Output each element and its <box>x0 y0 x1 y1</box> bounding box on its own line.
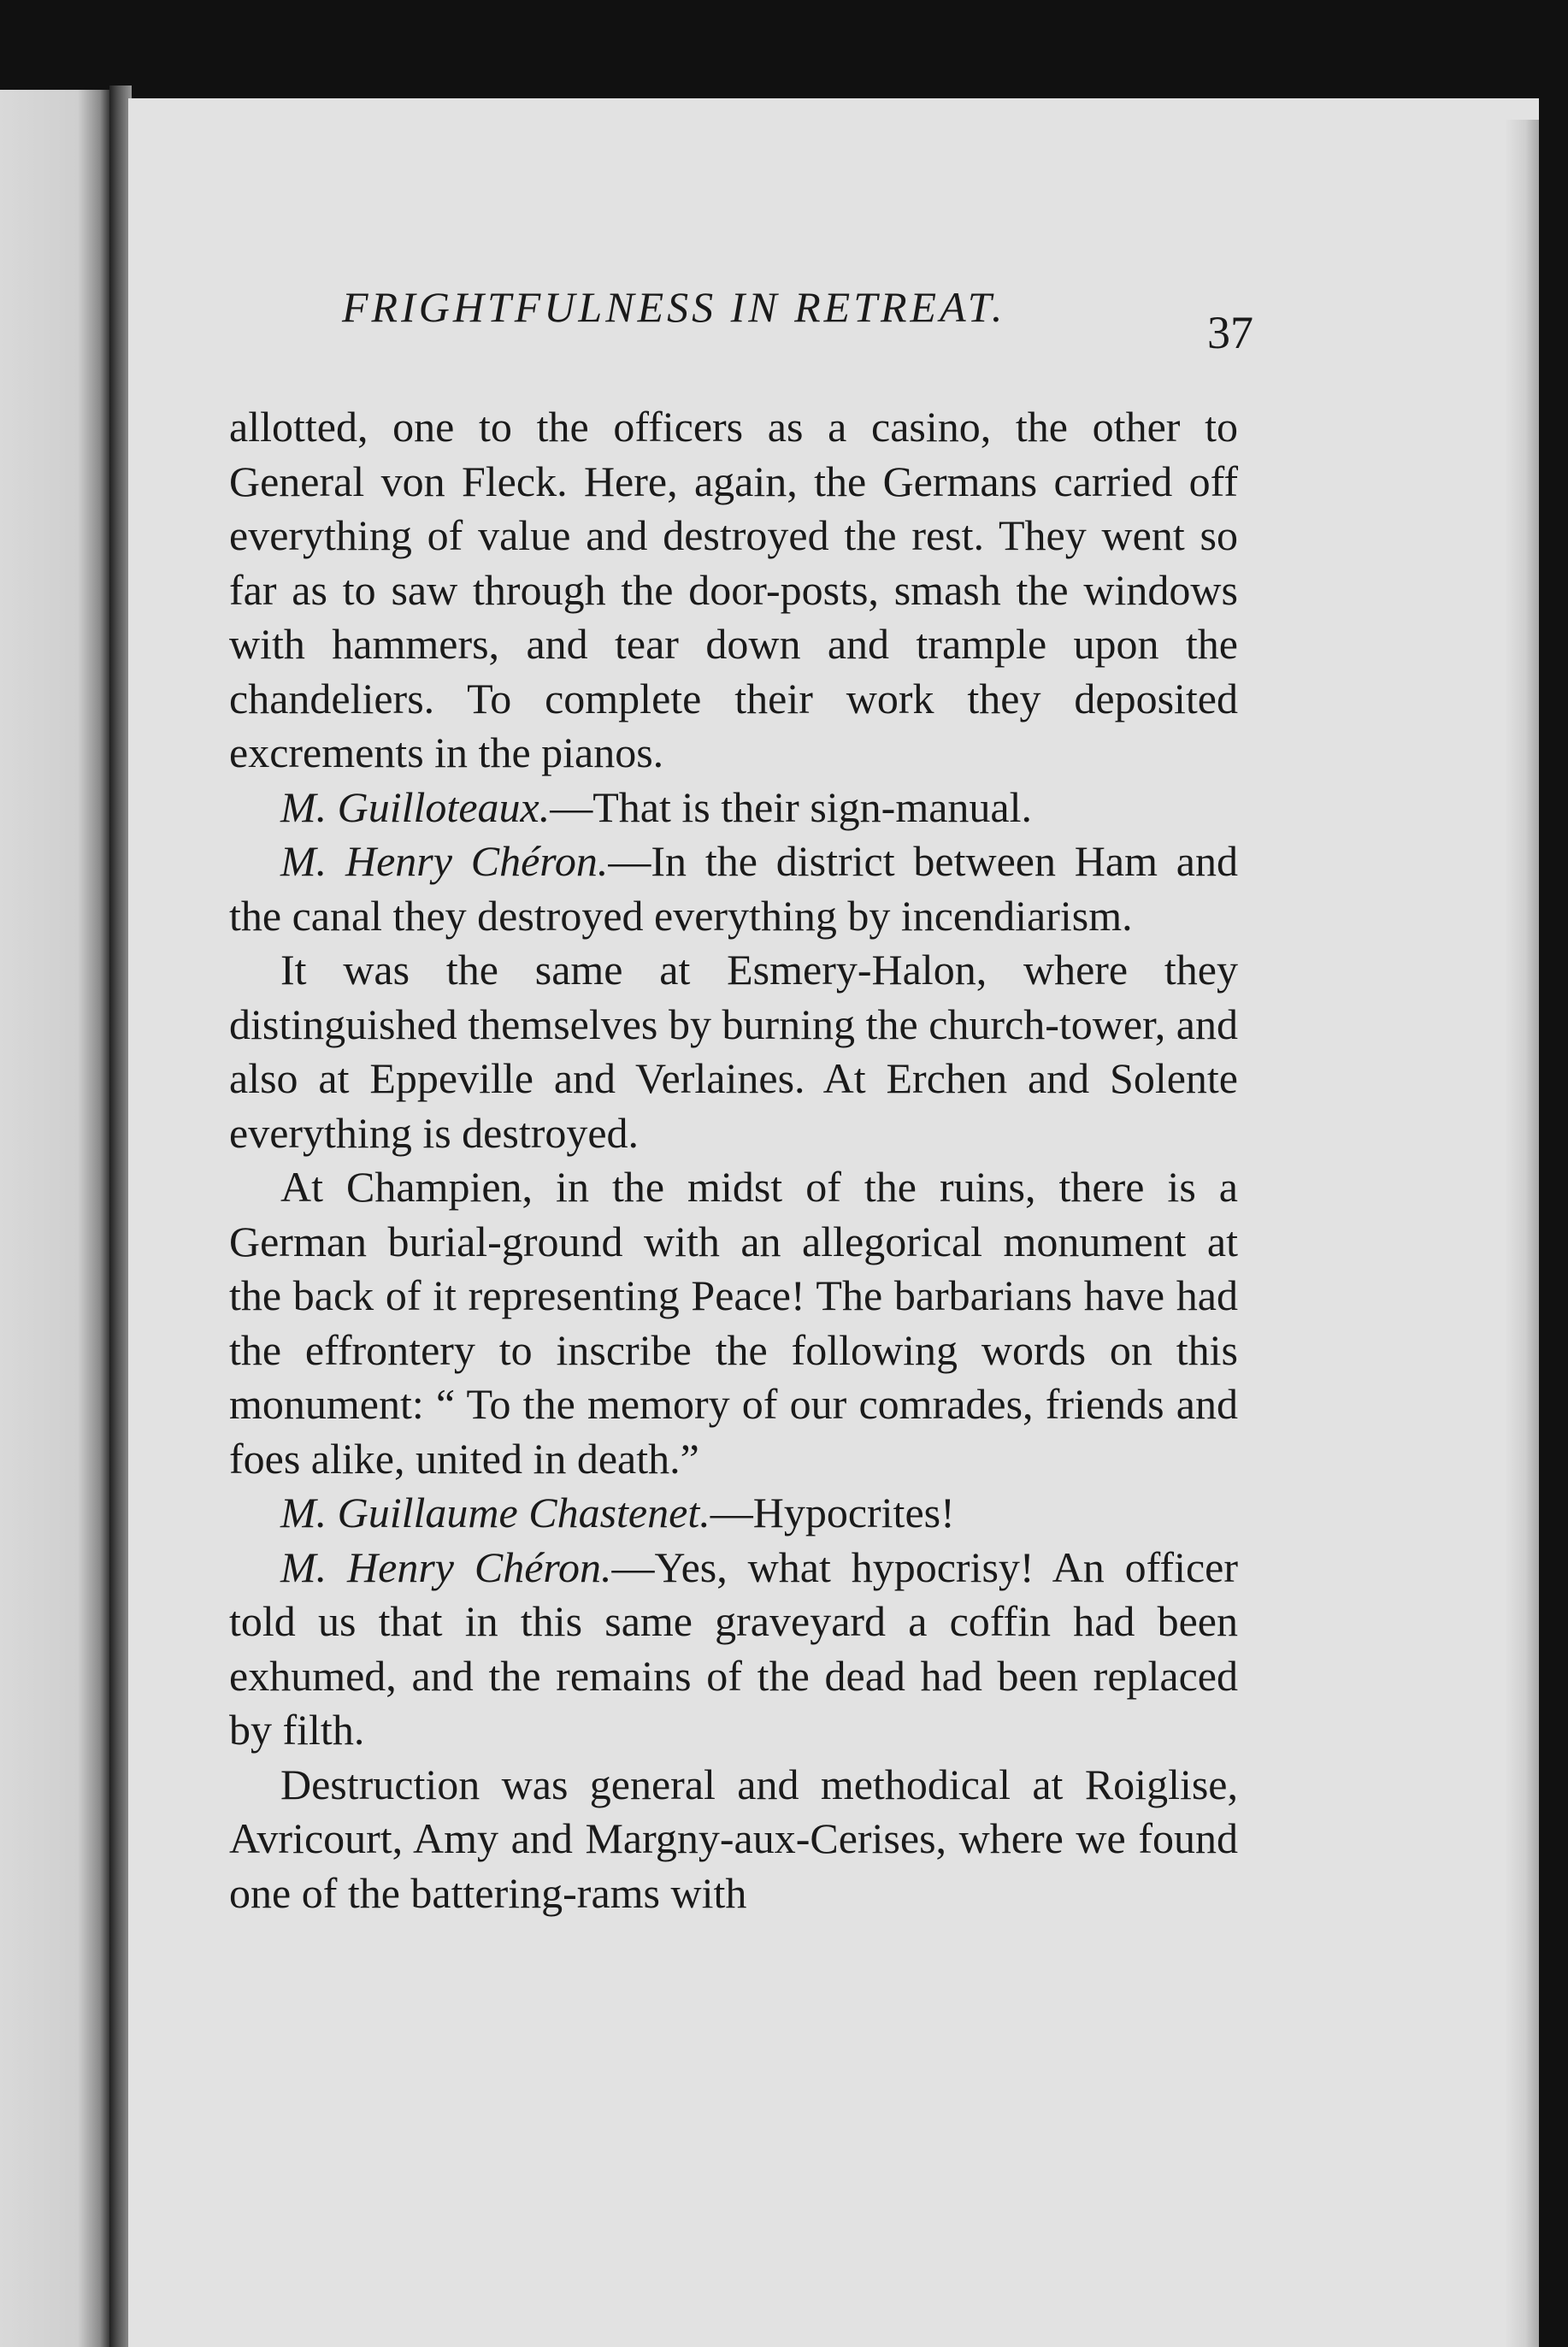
speaker-name: M. Guilloteaux. <box>280 782 551 831</box>
paragraph-2: M. Henry Chéron.—In the district between Ham and the canal they destroyed everything by incendiarism. <box>229 837 1238 940</box>
paragraph-0: allotted, one to the officers as a casino, the other to General von Fleck. Here, again, the Germans carried off everything of value and destroyed the rest. They went so far as to saw through the door-posts, smash the windows with hammers, and tear down and trample upon the chandeliers. To complete their work they deposited excrements in the pianos. <box>229 403 1238 776</box>
page-number: 37 <box>1207 307 1253 358</box>
paragraph-4: At Champien, in the midst of the ruins, there is a German burial-ground with an allegorical monument at the back of it representing Peace! The barbarians have had the effrontery to inscribe the following words on this monument: “ To the memory of our comrades, friends and foes alike, united in death.” <box>229 1163 1238 1483</box>
paragraph-7: Destruction was general and methodical at Roiglise, Avricourt, Amy and Margny-aux-Cerises, where we found one of the battering-rams with <box>229 1760 1238 1917</box>
paragraph-3: It was the same at Esmery-Halon, where they distinguished themselves by burning the church-tower, and also at Eppeville and Verlaines. At Erchen and Solente everything is destroyed. <box>229 946 1238 1157</box>
running-title: FRIGHTFULNESS IN RETREAT. <box>342 283 1006 331</box>
speaker-name: M. Henry Chéron. <box>280 837 609 885</box>
speaker-name: M. Guillaume Chastenet. <box>280 1489 710 1536</box>
body-text <box>229 400 1238 1920</box>
page-edge-shadow <box>1505 120 1539 2347</box>
paragraph-6: M. Henry Chéron.—Yes, what hypocrisy! An officer told us that in this same graveyard a coffin had been exhumed, and the remains of the dead had been replaced by filth. <box>229 1542 1238 1754</box>
speaker-name: M. Henry Chéron. <box>280 1542 612 1591</box>
paragraph-5: M. Guillaume Chastenet.—Hypocrites! <box>280 1489 955 1536</box>
paragraph-1: M. Guilloteaux.—That is their sign-manual. <box>280 782 1032 831</box>
left-page-edge <box>0 90 111 2347</box>
